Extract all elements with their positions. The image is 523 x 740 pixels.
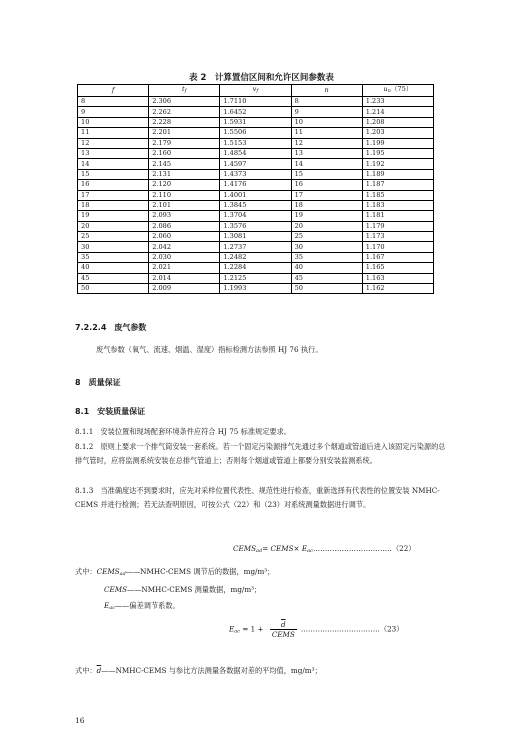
eq23-number: （23） bbox=[379, 624, 404, 634]
table-cell: 10 bbox=[291, 117, 362, 127]
table-cell: 1.214 bbox=[362, 107, 433, 117]
table-cell: 1.181 bbox=[362, 211, 433, 221]
table-cell: 1.162 bbox=[362, 284, 433, 294]
table-cell: 50 bbox=[291, 284, 362, 294]
where-1-item-0 bbox=[75, 567, 274, 577]
table-cell: 12 bbox=[78, 138, 149, 148]
table-caption: 表 2 计算置信区间和允许区间参数表 bbox=[189, 73, 334, 83]
table-row bbox=[78, 263, 434, 273]
eq23-rhs-prefix: = 1 + bbox=[242, 624, 264, 634]
table-cell: 1.189 bbox=[362, 169, 433, 179]
table-row bbox=[78, 97, 434, 107]
where-2-lead: 式中： bbox=[75, 666, 97, 675]
table-cell: 11 bbox=[78, 128, 149, 138]
eq23-denominator: CEMS bbox=[271, 630, 295, 639]
eq23-numerator: $\overline{d}$ bbox=[270, 620, 297, 630]
eq22-mid: = CEMS× E bbox=[262, 544, 308, 553]
header-symbol-2: v bbox=[252, 85, 257, 93]
table-cell: 2.021 bbox=[149, 263, 220, 273]
table-row bbox=[78, 200, 434, 210]
table-cell: 30 bbox=[78, 242, 149, 252]
table-cell: 1.167 bbox=[362, 252, 433, 262]
table-cell: 2.030 bbox=[149, 252, 220, 262]
table-cell: 45 bbox=[78, 273, 149, 283]
clause-8-1-1: 8.1.1 安装位置和现场配套环境条件应符合 HJ 75 标准规定要求。 bbox=[75, 427, 291, 436]
table-cell: 19 bbox=[291, 211, 362, 221]
header-symbol-0: f bbox=[111, 86, 115, 94]
table-cell: 1.233 bbox=[362, 97, 433, 107]
header-cell-4 bbox=[362, 85, 433, 97]
eq22-number: （22） bbox=[391, 544, 416, 553]
table-cell: 20 bbox=[78, 221, 149, 231]
table-cell: 14 bbox=[78, 159, 149, 169]
table-cell: 2.262 bbox=[149, 107, 220, 117]
clause-8-1-3: 8.1.3 当准确度达不到要求时，应先对采样位置代表性、规范性进行检查，重新选择有代表性的位置安装 NMHC-CEMS 并进行检测；若无法查明原因，可按公式（22）和（23）对系统测量数据进行调节。 bbox=[75, 486, 440, 509]
table-cell: 1.2284 bbox=[220, 263, 291, 273]
table-cell: 1.199 bbox=[362, 138, 433, 148]
table-row bbox=[78, 190, 434, 200]
table-row bbox=[78, 273, 434, 283]
header-sub-2: f bbox=[256, 88, 259, 94]
table-cell: 1.3845 bbox=[220, 200, 291, 210]
table-cell: 1.2737 bbox=[220, 242, 291, 252]
table-cell: 1.2125 bbox=[220, 273, 291, 283]
header-cell-3 bbox=[291, 85, 362, 97]
table-cell: 25 bbox=[78, 232, 149, 242]
table-cell: 9 bbox=[78, 107, 149, 117]
table-cell: 9 bbox=[291, 107, 362, 117]
table-cell: 40 bbox=[78, 263, 149, 273]
table-cell: 1.3576 bbox=[220, 221, 291, 231]
table-body bbox=[78, 97, 434, 294]
table-row bbox=[78, 159, 434, 169]
equation-23 bbox=[229, 620, 403, 639]
table-row bbox=[78, 138, 434, 148]
table-cell: 18 bbox=[291, 200, 362, 210]
where-2-sym: $\overline{d}$ bbox=[96, 666, 102, 675]
table-row bbox=[78, 107, 434, 117]
exhaust-param-text: 废气参数（氧气、流速、烟温、湿度）指标检测方法参照 HJ 76 执行。 bbox=[96, 345, 323, 354]
header-suffix-4: （75） bbox=[390, 85, 413, 93]
table-cell: 2.120 bbox=[149, 180, 220, 190]
where-1-sub-0: ad bbox=[119, 571, 126, 577]
table-cell: 2.042 bbox=[149, 242, 220, 252]
where-1-text-1: ——NMHC-CEMS 测量数据，mg/m³； bbox=[127, 585, 262, 594]
table-cell: 40 bbox=[291, 263, 362, 273]
table-row bbox=[78, 242, 434, 252]
table-cell: 13 bbox=[78, 148, 149, 158]
table-cell: 2.110 bbox=[149, 190, 220, 200]
table-cell: 1.2482 bbox=[220, 252, 291, 262]
table-cell: 2.014 bbox=[149, 273, 220, 283]
clause-8-1-2: 8.1.2 原则上要求一个排气筒安装一套系统。若一个固定污染源排气先通过多个烟道或管道后进入该固定污染源的总排气管时，应将监测系统安装在总排气管道上；否则每个烟道或管道上都要分别安装监测系统。 bbox=[75, 442, 446, 465]
table-cell: 1.170 bbox=[362, 242, 433, 252]
table-cell: 8 bbox=[78, 97, 149, 107]
table-row bbox=[78, 148, 434, 158]
header-symbol-1: t bbox=[182, 85, 185, 93]
header-cell-1 bbox=[149, 85, 220, 97]
table-cell: 2.093 bbox=[149, 211, 220, 221]
table-cell: 17 bbox=[291, 190, 362, 200]
table-cell: 1.5931 bbox=[220, 117, 291, 127]
table-cell: 18 bbox=[78, 200, 149, 210]
table-cell: 1.4001 bbox=[220, 190, 291, 200]
eq23-lhs-sub: ac bbox=[234, 628, 241, 635]
table-cell: 10 bbox=[78, 117, 149, 127]
header-symbol-3: n bbox=[324, 86, 329, 94]
where-1-sym-1: CEMS bbox=[104, 585, 128, 594]
table-cell: 1.208 bbox=[362, 117, 433, 127]
table-cell: 2.179 bbox=[149, 138, 220, 148]
table-cell: 30 bbox=[291, 242, 362, 252]
table-cell: 1.5506 bbox=[220, 128, 291, 138]
table-row bbox=[78, 180, 434, 190]
table-cell: 2.145 bbox=[149, 159, 220, 169]
table-cell: 1.4373 bbox=[220, 169, 291, 179]
eq22-mid-sub: ac bbox=[307, 548, 313, 554]
table-cell: 2.160 bbox=[149, 148, 220, 158]
table-row bbox=[78, 232, 434, 242]
table-cell: 1.187 bbox=[362, 180, 433, 190]
where-2 bbox=[75, 666, 322, 676]
table-cell: 1.179 bbox=[362, 221, 433, 231]
where-1-sym-2: E bbox=[104, 601, 110, 610]
header-symbol-4: u bbox=[383, 85, 388, 93]
table-cell: 20 bbox=[291, 221, 362, 231]
where-1-lead: 式中： bbox=[75, 567, 97, 576]
table-row bbox=[78, 169, 434, 179]
table-cell: 8 bbox=[291, 97, 362, 107]
section-heading-8: 8 质量保证 bbox=[75, 378, 121, 387]
eq22-lhs-sub: ad bbox=[256, 548, 263, 554]
table-cell: 1.7110 bbox=[220, 97, 291, 107]
table-cell: 2.101 bbox=[149, 200, 220, 210]
table-row bbox=[78, 252, 434, 262]
table-cell: 1.4854 bbox=[220, 148, 291, 158]
eq23-fraction bbox=[270, 620, 297, 639]
table-cell: 19 bbox=[78, 211, 149, 221]
table-cell: 2.009 bbox=[149, 284, 220, 294]
table-cell: 1.163 bbox=[362, 273, 433, 283]
table-row bbox=[78, 284, 434, 294]
section-heading-8-1: 8.1 安装质量保证 bbox=[75, 407, 146, 416]
table-cell: 2.060 bbox=[149, 232, 220, 242]
table-header-row bbox=[78, 85, 434, 97]
where-1-text-2: ——偏差调节系数。 bbox=[115, 601, 180, 610]
parameter-table bbox=[77, 84, 434, 294]
table-cell: 13 bbox=[291, 148, 362, 158]
equation-22 bbox=[233, 544, 415, 554]
header-cell-0 bbox=[78, 85, 149, 97]
where-1-sub-2: ac bbox=[109, 605, 116, 611]
eq22-lhs: CEMS bbox=[233, 544, 257, 553]
table-cell: 15 bbox=[291, 169, 362, 179]
table-cell: 2.306 bbox=[149, 97, 220, 107]
eq23-dots: …………………………… bbox=[300, 624, 380, 634]
where-1-item-2 bbox=[104, 601, 180, 611]
table-cell: 1.165 bbox=[362, 263, 433, 273]
table-cell: 1.5153 bbox=[220, 138, 291, 148]
table-cell: 25 bbox=[291, 232, 362, 242]
table-cell: 16 bbox=[78, 180, 149, 190]
table-cell: 1.3081 bbox=[220, 232, 291, 242]
header-cell-2 bbox=[220, 85, 291, 97]
table-cell: 45 bbox=[291, 273, 362, 283]
table-cell: 1.4597 bbox=[220, 159, 291, 169]
table-cell: 35 bbox=[291, 252, 362, 262]
table-cell: 1.4176 bbox=[220, 180, 291, 190]
table-cell: 50 bbox=[78, 284, 149, 294]
section-heading-7-2-2-4: 7.2.2.4 废气参数 bbox=[75, 323, 147, 332]
table-cell: 1.192 bbox=[362, 159, 433, 169]
header-sub-4: n bbox=[387, 88, 391, 94]
table-cell: 1.3704 bbox=[220, 211, 291, 221]
eq23-lhs: E bbox=[229, 624, 235, 634]
table-cell: 2.201 bbox=[149, 128, 220, 138]
table-row bbox=[78, 117, 434, 127]
table-cell: 1.173 bbox=[362, 232, 433, 242]
header-sub-1: f bbox=[184, 88, 187, 94]
where-1-sym-0: CEMS bbox=[96, 567, 120, 576]
table-cell: 11 bbox=[291, 128, 362, 138]
table-cell: 1.185 bbox=[362, 190, 433, 200]
table-cell: 1.1993 bbox=[220, 284, 291, 294]
table-cell: 17 bbox=[78, 190, 149, 200]
table-row bbox=[78, 221, 434, 231]
table-cell: 16 bbox=[291, 180, 362, 190]
table-row bbox=[78, 211, 434, 221]
table-cell: 2.131 bbox=[149, 169, 220, 179]
table-row bbox=[78, 128, 434, 138]
table-cell: 12 bbox=[291, 138, 362, 148]
table-cell: 1.6452 bbox=[220, 107, 291, 117]
table-cell: 1.203 bbox=[362, 128, 433, 138]
table-cell: 15 bbox=[78, 169, 149, 179]
table-cell: 1.195 bbox=[362, 148, 433, 158]
table-cell: 14 bbox=[291, 159, 362, 169]
page-number: 16 bbox=[75, 716, 85, 725]
table-cell: 35 bbox=[78, 252, 149, 262]
where-1-item-1 bbox=[104, 585, 261, 595]
where-2-text: ——NMHC-CEMS 与参比方法测量各数据对差的平均值，mg/m³； bbox=[101, 666, 322, 675]
table-cell: 2.228 bbox=[149, 117, 220, 127]
eq22-dots: …………………………… bbox=[312, 544, 392, 553]
table-cell: 1.183 bbox=[362, 200, 433, 210]
table-cell: 2.086 bbox=[149, 221, 220, 231]
where-1-text-0: ——NMHC-CEMS 调节后的数据，mg/m³； bbox=[125, 567, 275, 576]
